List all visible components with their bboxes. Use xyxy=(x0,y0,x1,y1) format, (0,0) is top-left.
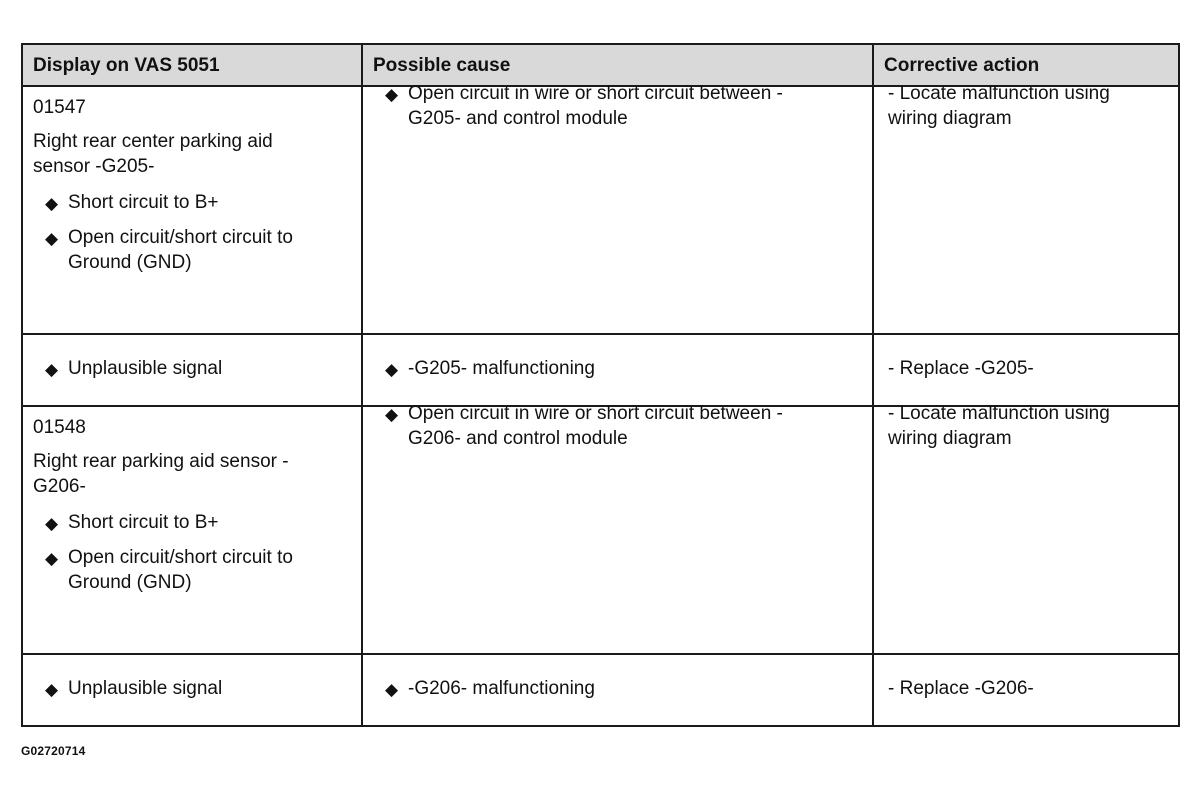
cause-cell xyxy=(362,334,873,406)
list-item: ◆ -G205- malfunctioning xyxy=(373,356,862,381)
diamond-bullet-icon: ◆ xyxy=(385,679,399,699)
display-cell xyxy=(22,86,362,334)
diamond-bullet-icon: ◆ xyxy=(45,194,59,213)
display-cell xyxy=(22,334,362,406)
diamond-bullet-icon: ◆ xyxy=(385,359,399,379)
table-row xyxy=(22,406,1179,654)
action-cell xyxy=(873,334,1179,406)
table-row xyxy=(22,334,1179,406)
fault-code: 01547 xyxy=(33,97,86,118)
diamond-bullet-icon: ◆ xyxy=(385,405,399,424)
table-row xyxy=(22,654,1179,726)
cause-cell xyxy=(362,654,873,726)
action-cell xyxy=(873,403,1179,654)
diamond-bullet-icon: ◆ xyxy=(45,549,59,568)
fault-code: 01548 xyxy=(33,417,86,438)
action-cell xyxy=(873,654,1179,726)
list-item: ◆ Unplausible signal xyxy=(33,676,351,701)
diamond-bullet-icon: ◆ xyxy=(45,229,59,248)
header-display: Display on VAS 5051 xyxy=(22,44,362,86)
fault-list xyxy=(33,190,351,275)
list-item: ◆ Open circuit/short circuit to Ground (GND) xyxy=(45,547,293,593)
list-item: ◆ Open circuit in wire or short circuit between - G206- and control module xyxy=(385,403,783,449)
list-item: ◆ Unplausible signal xyxy=(33,356,351,381)
list-item: ◆ -G206- malfunctioning xyxy=(373,676,862,701)
component-name: Right rear center parking aid sensor -G205- xyxy=(33,131,273,177)
action-cell xyxy=(873,83,1179,334)
list-item: ◆ Open circuit/short circuit to Ground (GND) xyxy=(45,227,293,273)
corrective-action: - Locate malfunction using wiring diagram xyxy=(888,83,1110,129)
list-item: ◆ Short circuit to B+ xyxy=(33,190,351,215)
list-item: ◆ Open circuit in wire or short circuit between - G205- and control module xyxy=(385,83,783,129)
component-name: Right rear parking aid sensor - G206- xyxy=(33,451,289,497)
diamond-bullet-icon: ◆ xyxy=(45,514,59,533)
diamond-bullet-icon: ◆ xyxy=(45,359,59,379)
display-cell xyxy=(22,406,362,654)
figure-reference: G02720714 xyxy=(21,744,86,758)
corrective-action: - Replace -G205- xyxy=(888,357,1034,379)
corrective-action: - Locate malfunction using wiring diagram xyxy=(888,403,1110,449)
corrective-action: - Replace -G206- xyxy=(888,677,1034,699)
display-cell xyxy=(22,654,362,726)
diamond-bullet-icon: ◆ xyxy=(45,679,59,699)
list-item: ◆ Short circuit to B+ xyxy=(33,510,351,535)
dtc-table xyxy=(21,43,1180,727)
diamond-bullet-icon: ◆ xyxy=(385,85,399,104)
table-row xyxy=(22,86,1179,334)
header-action: Corrective action xyxy=(873,44,1179,86)
cause-cell xyxy=(362,83,873,334)
header-cause: Possible cause xyxy=(362,44,873,86)
fault-list xyxy=(33,510,351,595)
cause-cell xyxy=(362,403,873,654)
table-header-row xyxy=(22,44,1179,86)
